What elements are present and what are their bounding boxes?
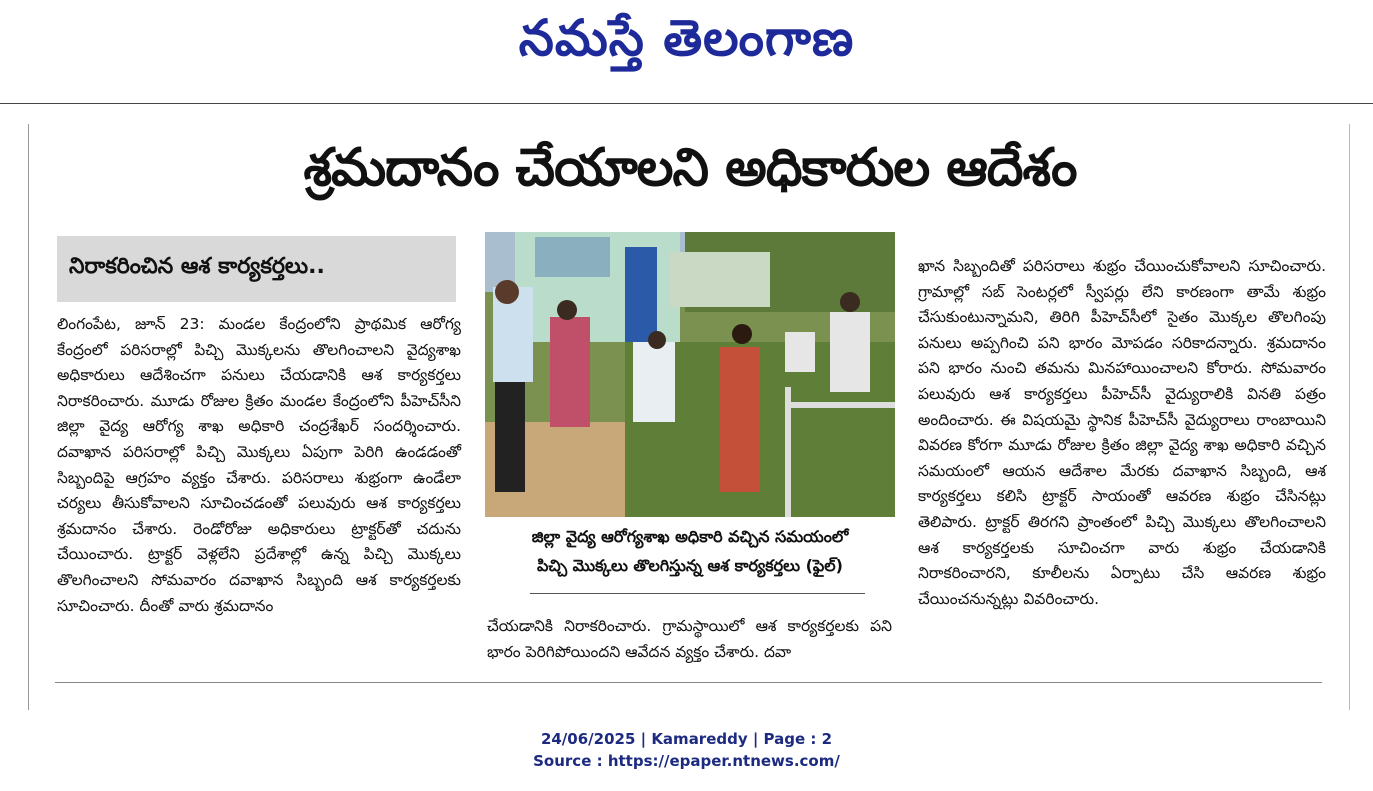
article-column-2: చేయడానికి నిరాకరించారు. గ్రామస్థాయిలో ఆశ కార్యకర్తలకు పని భారం పెరిగిపోయిందని ఆవేదన వ్యక్తం చేశారు. దవా (487, 617, 892, 661)
photo-caption-line-1: జిల్లా వైద్య ఆరోగ్యశాఖ అధికారి వచ్చిన సమయంలో (531, 527, 849, 546)
footer-date-page: 24/06/2025 | Kamareddy | Page : 2 (540, 730, 833, 748)
column-rule-right (1349, 124, 1350, 710)
caption-divider (530, 593, 865, 594)
article-kicker-box (57, 236, 456, 302)
photo-icon (485, 232, 895, 517)
article-column-3: ఖాన సిబ్బందితో పరిసరాలు శుభ్రం చేయించుకోవాలని సూచించారు. గ్రామాల్లో సబ్ సెంటర్లలో స్వీపర్లు లేని కారణంగా తామే శుభ్రం చేసుకుంటున్నామని, తిరిగి పీహెచ్‌సీలో సైతం మొక్కల తొలగింపు పనులు అప్పగించి పని భారం మోపడం సరికాదన్నారు. శ్రమదానం పని భారం నుంచి తమను మినహాయించాలని కోరారు. సోమవారం పలువురు ఆశ కార్యకర్తలు పీహెచ్‌సీ వైద్యురాలికి వినతి పత్రం అందించారు. ఈ విషయమై స్థానిక పీహెచ్‌సీ వైద్యురాలు రాంబాయిని వివరణ కోరగా మూడు రోజుల క్రితం జిల్లా వైద్య శాఖ అధికారి వచ్చిన సమయంలో ఆయన ఆదేశాల మేరకు దవాఖాన సిబ్బంది, ఆశ కార్యకర్తలు కలిసి ట్రాక్టర్ సాయంతో ఆవరణ శుభ్రం చేసినట్లు తెలిపారు. ట్రాక్టర్ తిరగని ప్రాంతంలో పిచ్చి మొక్కలు తొలగించాలని ఆశ కార్యకర్తలకు సూచించగా వారు శుభ్రం చేయడానికి నిరాకరించారని, కూలీలను ఏర్పాటు చేసి ఆవరణ శుభ్రం చేయించనున్నట్లు వివరించారు. (918, 257, 1326, 608)
column-rule-left (28, 124, 29, 710)
photo-caption (485, 522, 895, 588)
article-photo (485, 232, 895, 517)
article-kicker: నిరాకరించిన ఆశ కార్యకర్తలు.. (69, 254, 325, 279)
article-headline: శ్రమదానం చేయాలని అధికారుల ఆదేశం (303, 138, 1077, 198)
masthead (0, 0, 1373, 104)
article-column-1: లింగంపేట, జూన్ 23: మండల కేంద్రంలోని ప్రాథమిక ఆరోగ్య కేంద్రంలో పరిసరాల్లో పిచ్చి మొక్కలను తొలగించాలని వైద్యశాఖ అధికారులు ఆదేశించగా పనులు చేయడానికి ఆశ కార్యకర్తలు నిరాకరించారు. మూడు రోజుల క్రితం మండల కేంద్రంలోని పీహెచ్‌సీని జిల్లా వైద్య ఆరోగ్య శాఖ అధికారి చంద్రశేఖర్ సందర్శించారు. దవాఖాన పరిసరాల్లో పిచ్చి మొక్కలు ఏపుగా పెరిగి ఉండడంతో సిబ్బందిపై ఆగ్రహం వ్యక్తం చేశారు. పరిసరాలు శుభ్రంగా ఉండేలా చర్యలు తీసుకోవాలని సూచించడంతో పలువురు ఆశ కార్యకర్తలు శ్రమదానం చేశారు. రెండోరోజు అధికారులు ట్రాక్టర్‌తో చదును చేయించారు. ట్రాక్టర్ వెళ్లలేని ప్రదేశాల్లో ఉన్న పిచ్చి మొక్కలు తొలగించాలని సోమవారం దవాఖాన సిబ్బంది ఆశ కార్యకర్తలకు సూచించారు. దీంతో వారు శ్రమదానం (57, 315, 461, 615)
masthead-title: నమస్తే తెలంగాణ (518, 8, 855, 67)
photo-caption-line-2: పిచ్చి మొక్కలు తొలగిస్తున్న ఆశ కార్యకర్తలు (ఫైల్) (537, 556, 843, 575)
article-bottom-rule (55, 682, 1322, 683)
footer-source: Source : https://epaper.ntnews.com/ (533, 752, 840, 770)
masthead-divider (0, 103, 1373, 104)
